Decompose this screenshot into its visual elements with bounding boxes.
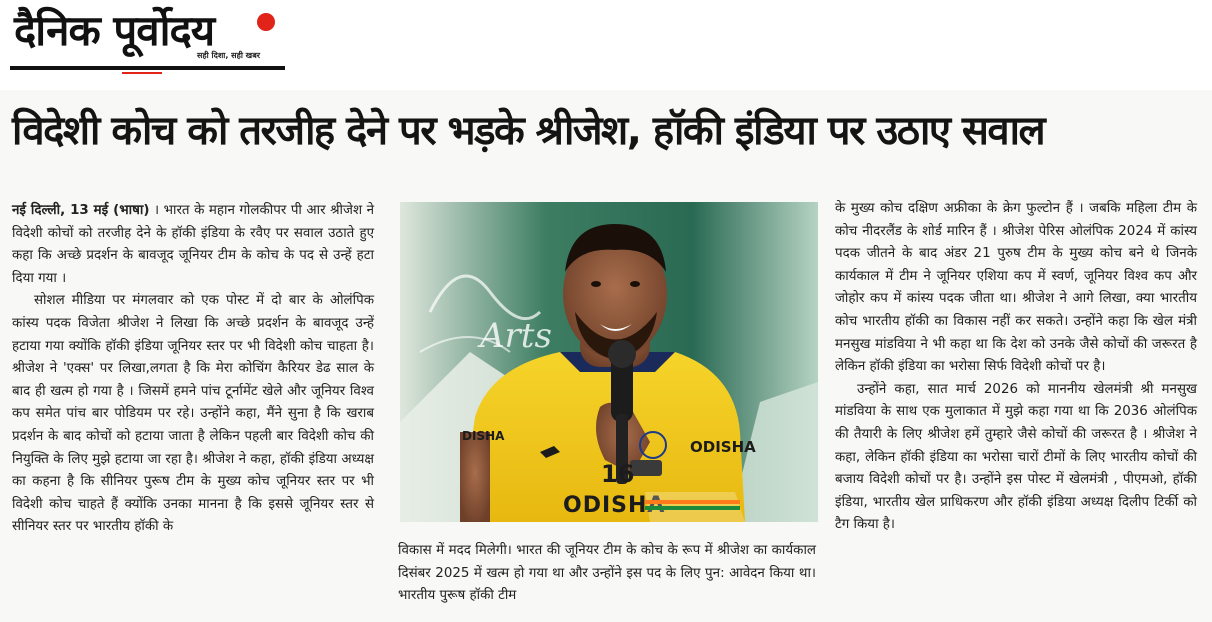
paragraph-text: । भारत के महान गोलकीपर पी आर श्रीजेश ने विदेशी कोचों को तरजीह देने के हॉकी इंडिया के रवैए पर सवाल उठाते हुए कहा कि अच्छे प्रदर्शन के बावजूद जूनियर टीम के कोच के पद से उन्हें हटा दिया गया । [12,203,375,286]
backdrop-script-text: Arts [480,316,552,356]
article-photo [400,202,818,522]
article-column-1 [12,200,374,539]
news-article [0,90,1212,622]
article-paragraph: के मुख्य कोच दक्षिण अफ्रीका के क्रेग फुल्टोन हैं । जबकि महिला टीम के कोच नीदरलैंड के शोर्ड मारिन हैं । श्रीजेश पेरिस ओलंपिक 2024 में कांस्य पदक जीतने के बाद अंडर 21 पुरुष टीम के मुख्य कोच बने थे जिनके कार्यकाल में टीम ने जूनियर एशिया कप में स्वर्ण, जूनियर विश्व कप और जोहोर कप में कांस्य पदक जीता था। श्रीजेश ने आगे लिखा, क्या भारतीय कोच भारतीय हॉकी का विकास नहीं कर सकते। उन्होंने कहा कि खेल मंत्री मनसुख मांडविया ने भी कहा था कि देश को उनके जैसे कोचों की जरूरत है लेकिन हॉकी इंडिया का भरोसा सिर्फ विदेशी कोचों पर है। [835,201,1197,375]
jersey-number: 16 [601,460,635,488]
article-column-3 [835,198,1197,537]
logo-red-dot-icon [257,13,275,31]
article-paragraph: उन्होंने कहा, सात मार्च 2026 को माननीय खेलमंत्री श्री मनसुख मांडविया के साथ एक मुलाकात में मुझे कहा गया था कि 2036 ओलंपिक की तैयारी के लिए श्रीजेश हमें तुम्हारे जैसे कोचों की जरूरत है । श्रीजेश ने कहा, लेकिन हॉकी इंडिया का भरोसा चारों टीमों के लिए भारतीय कोचों की बजाय विदेशी कोचों पर है। उन्होंने इस पोस्ट में खेलमंत्री , पीएमओ, हॉकी इंडिया, भारतीय खेल प्राधिकरण और हॉकी इंडिया अध्यक्ष दिलीप टिर्की को टैग किया है। [835,381,1197,533]
article-paragraph: विकास में मदद मिलेगी। भारत की जूनियर टीम के कोच के रूप में श्रीजेश का कार्यकाल दिसंबर 2025 में खत्म हो गया था और उन्होंने इस पद के लिए पुन: आवेदन किया था। भारतीय पुरूष हॉकी टीम [398,543,816,604]
newspaper-logo: दैनिक पूर्वोदय [14,6,215,55]
photo-illustration [400,202,818,522]
article-column-2 [398,540,816,608]
sleeve-text: DISHA [462,429,505,443]
article-paragraph [12,200,374,290]
masthead [0,0,1212,90]
article-dateline: नई दिल्ली, 13 मई (भाषा) [12,203,150,218]
newspaper-tagline: सही दिशा, सही खबर [197,51,261,60]
article-headline: विदेशी कोच को तरजीह देने पर भड़के श्रीजेश, हॉकी इंडिया पर उठाए सवाल [12,108,1045,154]
article-paragraph: सोशल मीडिया पर मंगलवार को एक पोस्ट में दो बार के ओलंपिक कांस्य पदक विजेता श्रीजेश ने लिखा कि अच्छे प्रदर्शन के बावजूद उन्हें हटाया गया क्योंकि हॉकी इंडिया जूनियर स्तर पर भी विदेशी कोच चाहता है। श्रीजेश ने 'एक्स' पर लिखा,लगता है कि मेरा कोचिंग कैरियर डेढ साल के बाद ही खत्म हो गया है । जिसमें हमने पांच टूर्नामेंट खेले और जूनियर विश्व कप समेत पांच बार पोडियम पर रहे। उन्होंने कहा, मैंने सुना है कि खराब प्रदर्शन के बाद कोचों को हटाया जाता है लेकिन पहली बार विदेशी कोच की नियुक्ति के लिए मुझे हटाया जा रहा है। श्रीजेश ने कहा, हॉकी इंडिया अध्यक्ष का कहना है कि सीनियर पुरूष टीम के मुख्य कोच जूनियर स्तर पर भी विदेशी कोच चाहते हैं क्योंकि उनका मानना है कि इससे जूनियर स्तर से सीनियर स्तर पर भारतीय हॉकी के [12,293,374,535]
jersey-chest-text: ODISHA [563,493,666,518]
masthead-rule [10,66,285,70]
jersey-brand-text: ODISHA [690,438,756,456]
masthead-accent-rule [122,72,162,74]
